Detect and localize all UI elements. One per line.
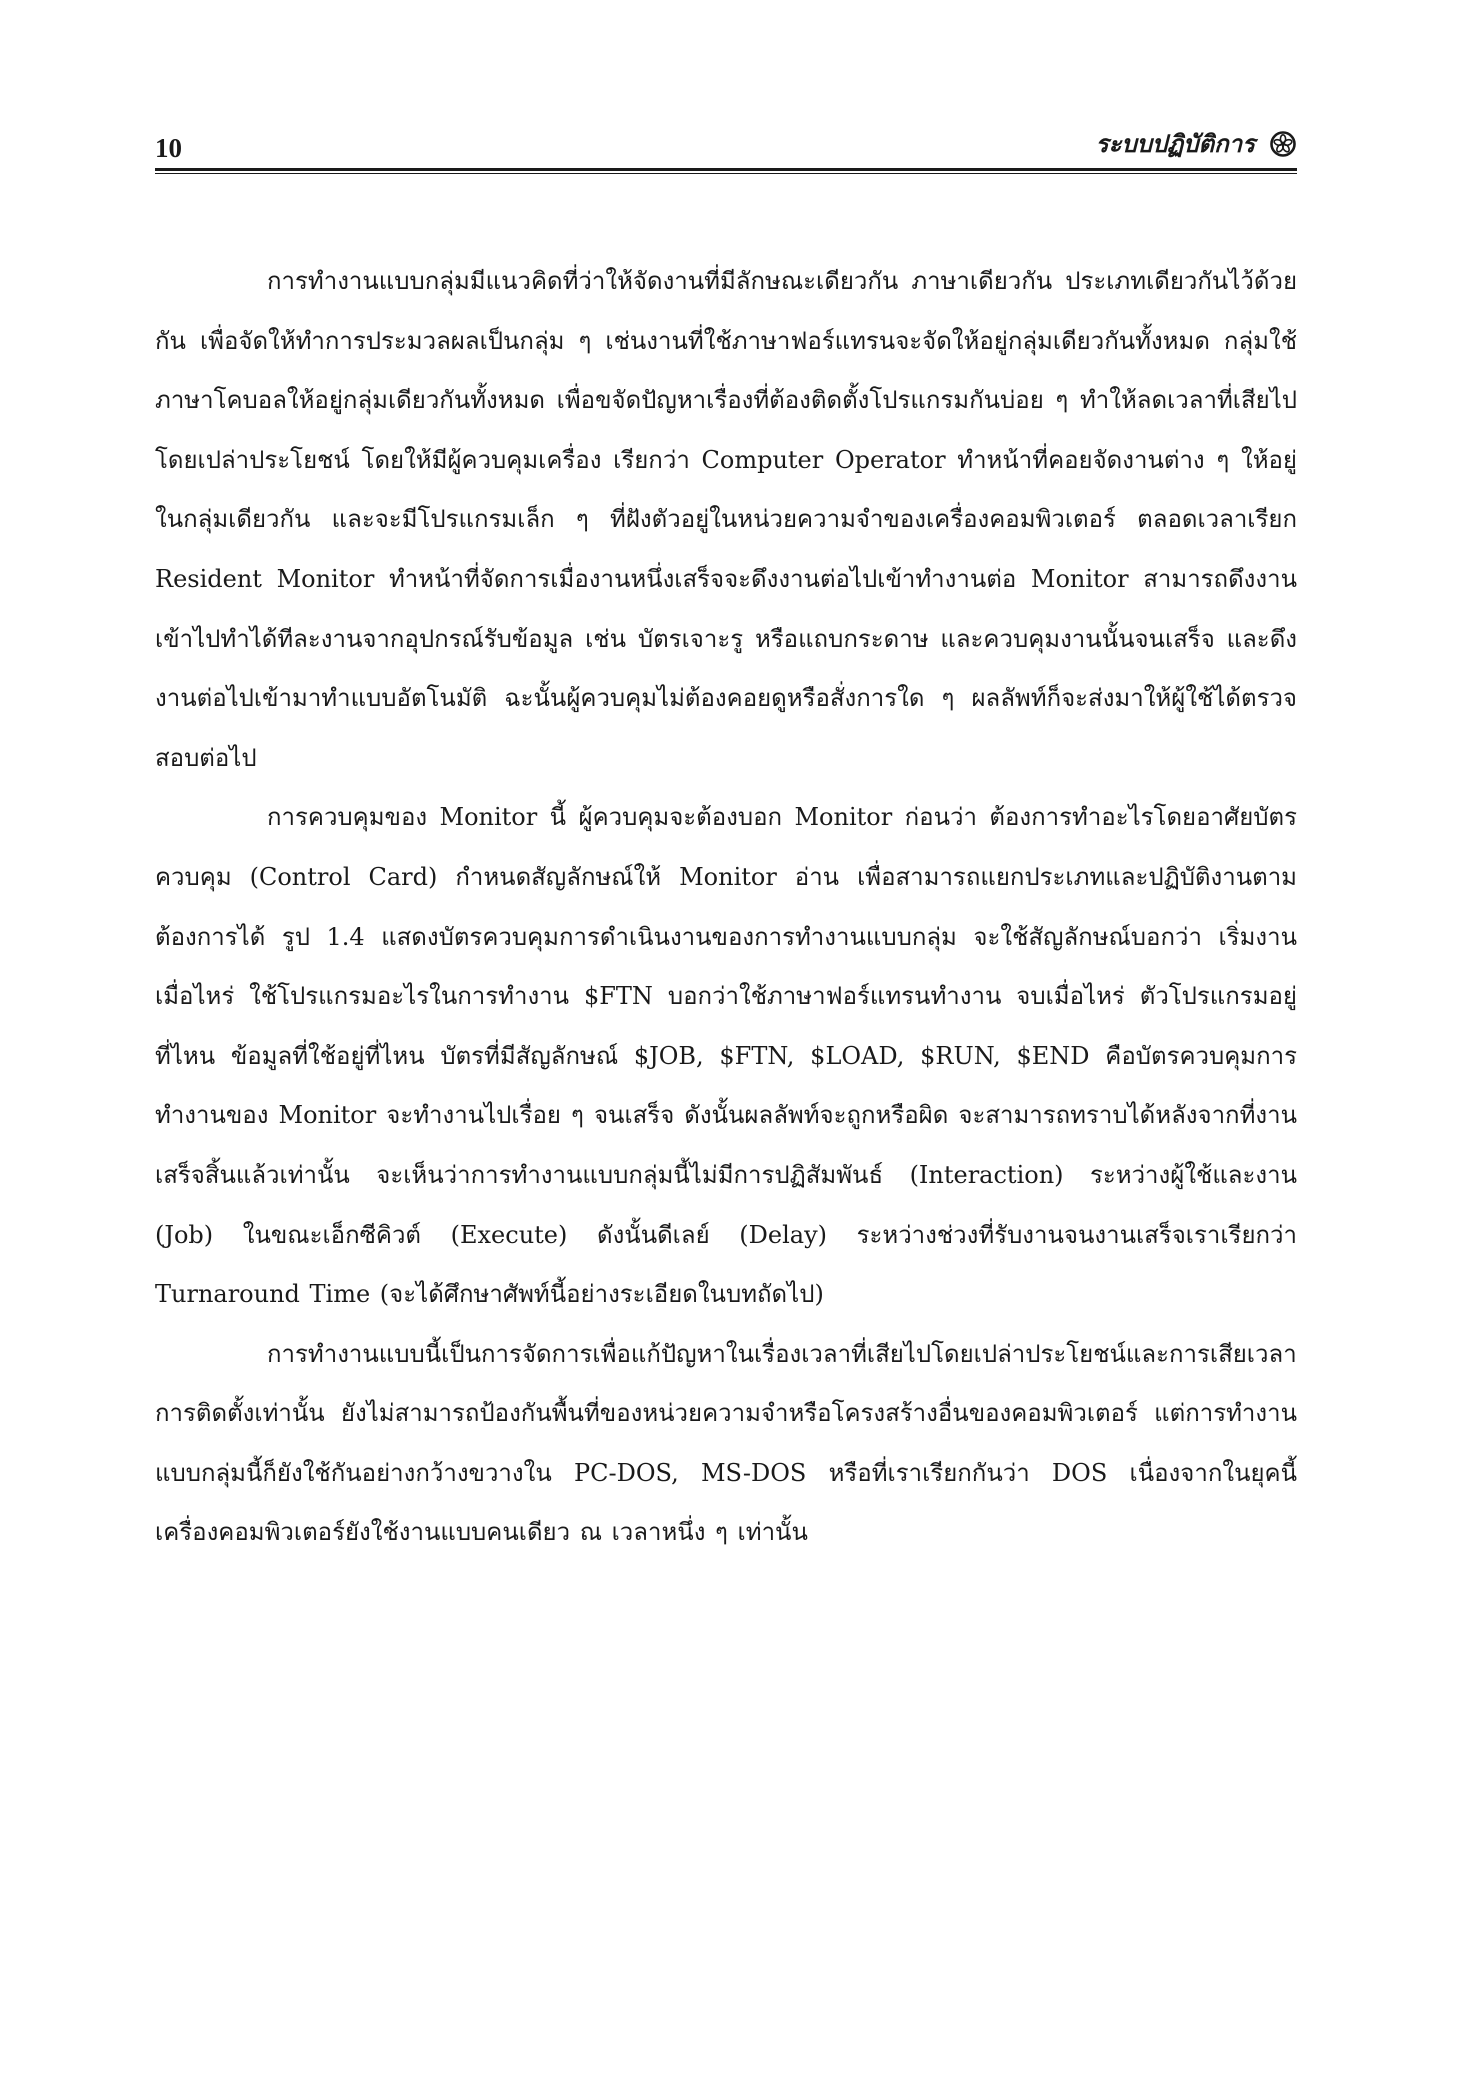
running-title: ระบบปฏิบัติการ bbox=[1095, 129, 1255, 158]
flower-ornament-icon bbox=[1269, 130, 1297, 158]
paragraph-monitor-control: การควบคุมของ Monitor นี้ ผู้ควบคุมจะต้องบอก Monitor ก่อนว่า ต้องการทำอะไรโดยอาศัยบัตรควบคุม (Control Card) กำหนดสัญลักษณ์ให้ Monitor อ่าน เพื่อสามารถแยกประเภทและปฏิบัติงานตามต้องการได้ รูป 1.4 แสดงบัตรควบคุมการดำเนินงานของการทำงานแบบกลุ่ม จะใช้สัญลักษณ์บอกว่า เริ่มงานเมื่อไหร่ ใช้โปรแกรมอะไรในการทำงาน $FTN บอกว่าใช้ภาษาฟอร์แทรนทำงาน จบเมื่อไหร่ ตัวโปรแกรมอยู่ที่ไหน ข้อมูลที่ใช้อยู่ที่ไหน บัตรที่มีสัญลักษณ์ $JOB, $FTN, $LOAD, $RUN, $END คือบัตรควบคุมการทำงานของ Monitor จะทำงานไปเรื่อย ๆ จนเสร็จ ดังนั้นผลลัพท์จะถูกหรือผิด จะสามารถทราบได้หลังจากที่งานเสร็จสิ้นแล้วเท่านั้น จะเห็นว่าการทำงานแบบกลุ่มนี้ไม่มีการปฏิสัมพันธ์ (Interaction) ระหว่างผู้ใช้และงาน (Job) ในขณะเอ็กซีคิวต์ (Execute) ดังนั้นดีเลย์ (Delay) ระหว่างช่วงที่รับงานจนงานเสร็จเราเรียกว่า Turnaround Time (จะได้ศึกษาศัพท์นี้อย่างระเอียดในบทถัดไป) bbox=[155, 803, 1297, 1309]
body-text bbox=[155, 252, 1297, 1563]
paragraph-batch-processing: การทำงานแบบกลุ่มมีแนวคิดที่ว่าให้จัดงานที่มีลักษณะเดียวกัน ภาษาเดียวกัน ประเภทเดียวกันไว้ด้วยกัน เพื่อจัดให้ทำการประมวลผลเป็นกลุ่ม ๆ เช่นงานที่ใช้ภาษาฟอร์แทรนจะจัดให้อยู่กลุ่มเดียวกันทั้งหมด กลุ่มใช้ภาษาโคบอลให้อยู่กลุ่มเดียวกันทั้งหมด เพื่อขจัดปัญหาเรื่องที่ต้องติดตั้งโปรแกรมกันบ่อย ๆ ทำให้ลดเวลาที่เสียไปโดยเปล่าประโยชน์ โดยให้มีผู้ควบคุมเครื่อง เรียกว่า Computer Operator ทำหน้าที่คอยจัดงานต่าง ๆ ให้อยู่ในกลุ่มเดียวกัน และจะมีโปรแกรมเล็ก ๆ ที่ฝังตัวอยู่ในหน่วยความจำของเครื่องคอมพิวเตอร์ ตลอดเวลาเรียก Resident Monitor ทำหน้าที่จัดการเมื่องานหนึ่งเสร็จจะดึงงานต่อไปเข้าทำงานต่อ Monitor สามารถดึงงานเข้าไปทำได้ทีละงานจากอุปกรณ์รับข้อมูล เช่น บัตรเจาะรู หรือแถบกระดาษ และควบคุมงานนั้นจนเสร็จ และดึงงานต่อไปเข้ามาทำแบบอัตโนมัติ ฉะนั้นผู้ควบคุมไม่ต้องคอยดูหรือสั่งการใด ๆ ผลลัพท์ก็จะส่งมาให้ผู้ใช้ได้ตรวจสอบต่อไป bbox=[155, 267, 1297, 772]
page-header bbox=[155, 128, 1297, 168]
paragraph-dos-usage: การทำงานแบบนี้เป็นการจัดการเพื่อแก้ปัญหาในเรื่องเวลาที่เสียไปโดยเปล่าประโยชน์และการเสียเวลาการติดตั้งเท่านั้น ยังไม่สามารถป้องกันพื้นที่ของหน่วยความจำหรือโครงสร้างอื่นของคอมพิวเตอร์ แต่การทำงานแบบกลุ่มนี้ก็ยังใช้กันอย่างกว้างขวางใน PC-DOS, MS-DOS หรือที่เราเรียกกันว่า DOS เนื่องจากในยุคนี้เครื่องคอมพิวเตอร์ยังใช้งานแบบคนเดียว ณ เวลาหนึ่ง ๆ เท่านั้น bbox=[155, 1339, 1297, 1547]
header-rule bbox=[155, 168, 1297, 174]
page-number: 10 bbox=[155, 133, 182, 163]
